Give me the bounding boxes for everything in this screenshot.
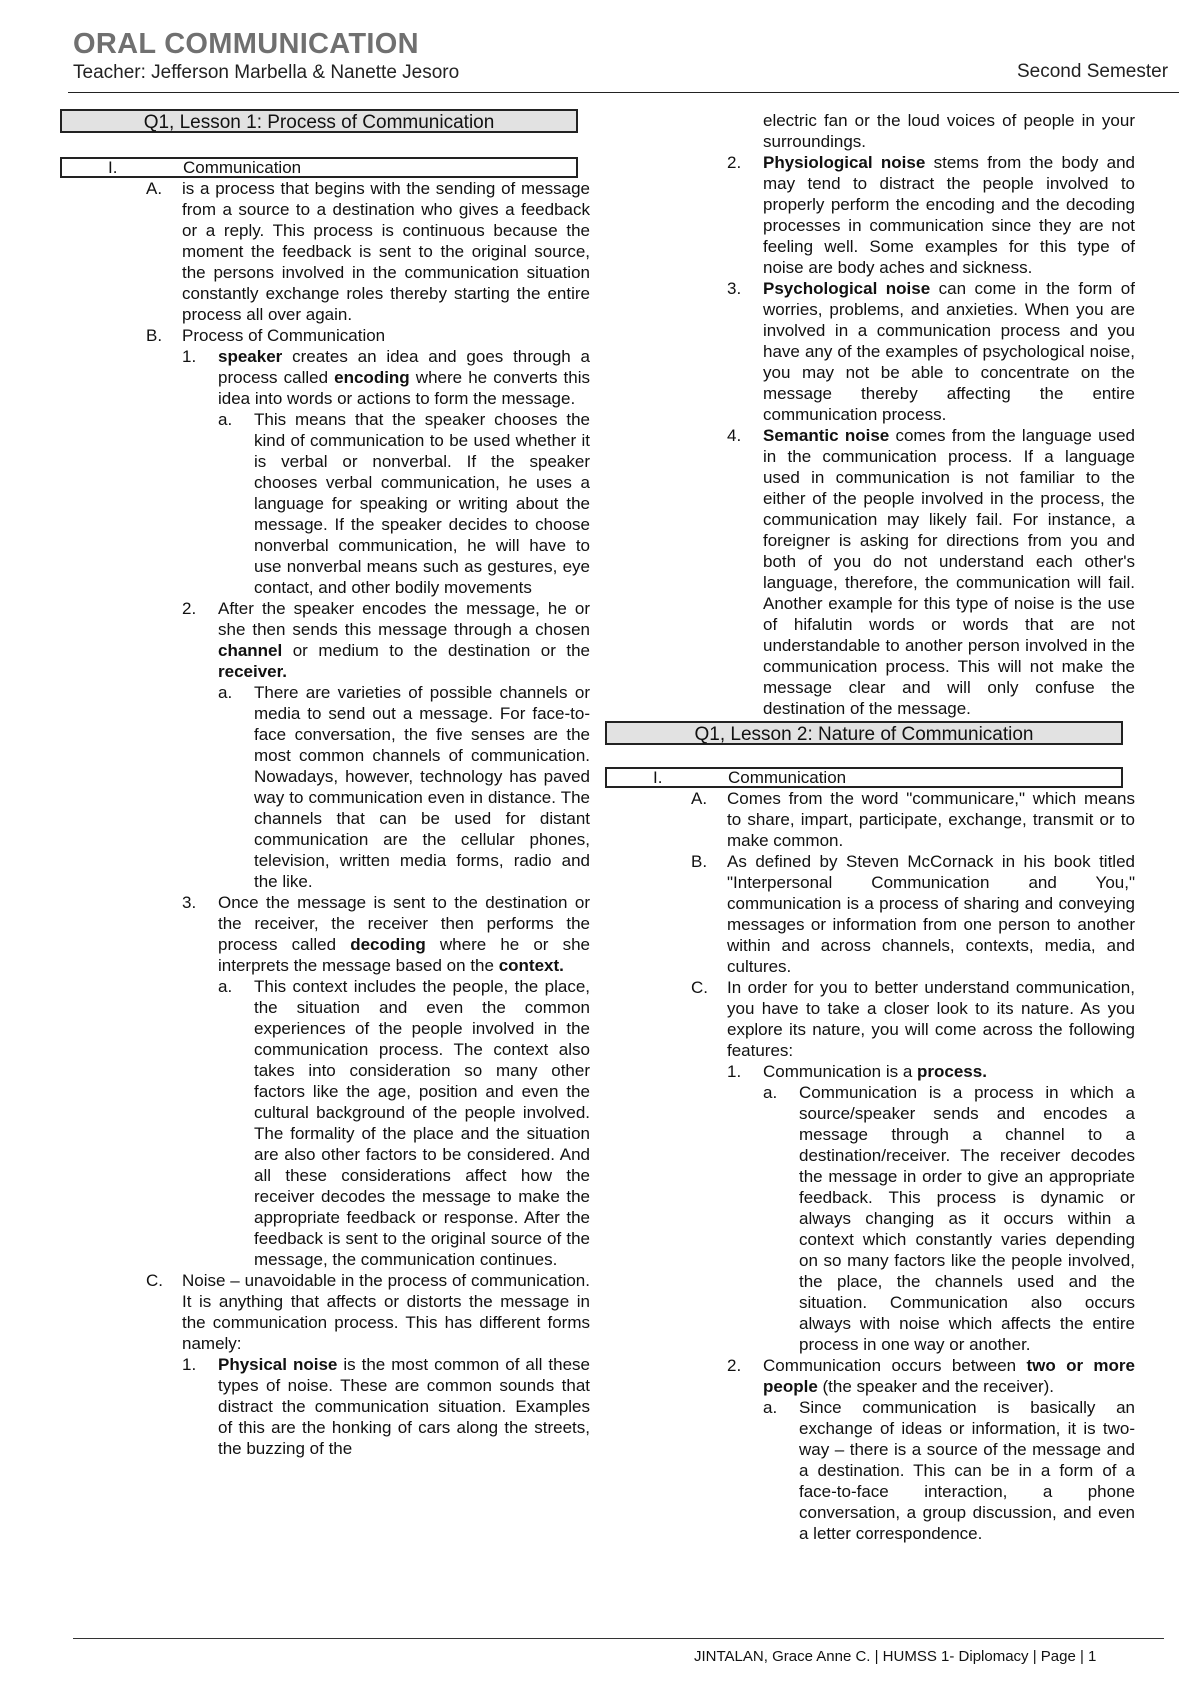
lesson2-item-C2a <box>605 1397 1135 1544</box>
lesson2-item-A <box>605 788 1135 851</box>
item-text: Psychological noise can come in the form of worries, problems, and anxieties. When you are involved in a communication process and you have any of the examples of psychological noise, you may not be able to concentrate on the message thereby affecting the entire communication process. <box>763 279 1135 424</box>
section-title: Communication <box>183 158 302 177</box>
lesson1-item-C1 <box>60 1354 590 1459</box>
lesson1-item-A <box>60 178 590 325</box>
item-text: There are varieties of possible channels or media to send out a message. For face-to-face conversation, the five senses are the most common channels of communication. Nowadays, however, technology has paved way to communication even in distance. The channels that can be used for distant communication are the cellular phones, television, written media forms, radio and the like. <box>254 683 590 891</box>
teacher-line: Teacher: Jefferson Marbella & Nanette Jesoro <box>73 62 460 83</box>
item-text: Noise – unavoidable in the process of communication. It is anything that affects or distorts the message in the communication process. This has different forms namely: <box>182 1271 590 1353</box>
item-text: Semantic noise comes from the language used in the communication process. If a language used in communication is not familiar to the either of the people involved in the process, the communication may likely fail. For instance, a foreigner is asking for directions from you and both of you do not understand each other's language, therefore, the communication will fail. Another example for this type of noise is the use of hifalutin words or words that are not understandable to another person involved in the communication process. This will not make the message clear and will only confuse the destination of the message. <box>763 426 1135 718</box>
lesson1-item-B3a <box>60 976 590 1270</box>
item-text: Since communication is basically an exchange of ideas or information, it is two-way – there is a source of the message and a destination. This can be in a form of a face-to-face interaction, a phone conversation, a group discussion, and even a letter correspondence. <box>799 1398 1135 1543</box>
item-marker: 4. <box>727 426 742 445</box>
item-text: In order for you to better understand communication, you have to take a closer look to its nature. As you explore its nature, you will come across the following features: <box>727 978 1135 1060</box>
item-marker: B. <box>691 852 708 871</box>
item-marker: 2. <box>182 599 197 618</box>
item-text: electric fan or the loud voices of people in your surroundings. <box>763 111 1135 151</box>
lesson2-section-communication <box>605 767 1123 788</box>
item-marker: a. <box>218 977 233 996</box>
lesson1-heading: Q1, Lesson 1: Process of Communication <box>60 109 578 133</box>
item-text: Physical noise is the most common of all these types of noise. These are common sounds that distract the communication situation. Examples of this are the honking of cars along the streets, the buzzing of the <box>218 1355 590 1458</box>
lesson1-item-B1 <box>60 346 590 409</box>
item-text: Physiological noise stems from the body and may tend to distract the people involved to properly perform the encoding and the decoding processes in communication since they are not feeling well. Some examples for this type of noise are body aches and sickness. <box>763 153 1135 277</box>
item-marker: a. <box>218 683 233 702</box>
item-marker: 3. <box>182 893 197 912</box>
page-footer: JINTALAN, Grace Anne C. | HUMSS 1- Diplomacy | Page | 1 <box>694 1648 1097 1665</box>
item-marker: a. <box>763 1083 778 1102</box>
lesson2-item-C1a <box>605 1082 1135 1355</box>
section-title: Communication <box>728 768 847 787</box>
lesson1-section-communication <box>60 157 578 178</box>
item-text: speaker creates an idea and goes through a process called encoding where he converts this idea into words or actions to form the message. <box>218 347 590 408</box>
document-title: ORAL COMMUNICATION <box>73 28 419 60</box>
lesson1-item-B2 <box>60 598 590 682</box>
section-number: I. <box>653 768 663 787</box>
item-marker: C. <box>146 1271 163 1290</box>
lesson2-item-C1 <box>605 1061 1135 1082</box>
lesson1-item-C4 <box>605 425 1135 719</box>
item-marker: a. <box>218 410 233 429</box>
lesson1-item-C2 <box>605 152 1135 278</box>
item-text: After the speaker encodes the message, he or she then sends this message through a chosen channel or medium to the destination or the receiver. <box>218 599 590 681</box>
item-marker: 2. <box>727 1356 742 1375</box>
item-marker: B. <box>146 326 163 345</box>
item-text: Once the message is sent to the destination or the receiver, the receiver then performs the process called decoding where he or she interprets the message based on the context. <box>218 893 590 975</box>
item-marker: 3. <box>727 279 742 298</box>
left-column <box>60 109 590 1459</box>
item-marker: 1. <box>182 347 197 366</box>
section-number: I. <box>108 158 118 177</box>
item-marker: A. <box>146 179 163 198</box>
lesson1-item-C3 <box>605 278 1135 425</box>
lesson2-item-C2 <box>605 1355 1135 1397</box>
item-text: Process of Communication <box>182 326 386 345</box>
lesson1-item-B2a <box>60 682 590 892</box>
item-text: is a process that begins with the sending of message from a source to a destination who gives a feedback or a reply. This process is continuous because the moment the feedback is sent to the original source, the persons involved in the communication situation constantly exchange roles thereby starting the entire process all over again. <box>182 179 590 324</box>
item-marker: 2. <box>727 153 742 172</box>
semester-label: Second Semester <box>1017 61 1169 82</box>
item-text: Comes from the word "communicare," which means to share, impart, participate, exchange, transmit or to make common. <box>727 789 1135 850</box>
item-marker: 1. <box>727 1062 742 1081</box>
right-column <box>605 110 1135 1544</box>
lesson1-item-C1-continued <box>605 110 1135 152</box>
item-text: Communication is a process. <box>763 1062 987 1081</box>
item-marker: a. <box>763 1398 778 1417</box>
lesson1-item-C <box>60 1270 590 1354</box>
lesson2-heading: Q1, Lesson 2: Nature of Communication <box>605 721 1123 745</box>
lesson2-item-B <box>605 851 1135 977</box>
item-text: Communication occurs between two or more people (the speaker and the receiver). <box>763 1356 1135 1396</box>
lesson1-item-B1a <box>60 409 590 598</box>
lesson1-item-B3 <box>60 892 590 976</box>
header-divider <box>68 92 1179 93</box>
item-text: As defined by Steven McCornack in his book titled "Interpersonal Communication and You," communication is a process of sharing and conveying messages or information from one person to another within and across channels, contexts, media, and cultures. <box>727 852 1135 976</box>
item-text: This context includes the people, the place, the situation and even the common experiences of the people involved in the communication process. The context also takes into consideration so many other factors like the age, position and even the cultural background of the people involved. The formality of the place and the situation are also other factors to be considered. And all these considerations affect how the receiver decodes the message to make the appropriate feedback or response. After the feedback is sent to the original source of the message, the communication continues. <box>254 977 590 1269</box>
item-marker: A. <box>691 789 708 808</box>
item-text: This means that the speaker chooses the kind of communication to be used whether it is verbal or nonverbal. If the speaker chooses verbal communication, he uses a language for speaking or writing about the message. If the speaker decides to choose nonverbal communication, he will have to use nonverbal means such as gestures, eye contact, and other bodily movements <box>254 410 590 597</box>
footer-divider <box>73 1638 1164 1639</box>
lesson2-item-C <box>605 977 1135 1061</box>
lesson1-item-B <box>60 325 590 346</box>
item-text: Communication is a process in which a source/speaker sends and encodes a message through a channel to a destination/receiver. The receiver decodes the message in order to give an appropriate feedback. This process is dynamic or always changing as it occurs within a context which constantly varies depending on so many factors like the people involved, the place, the channels used and the situation. Communication also occurs always with noise which affects the entire process in one way or another. <box>799 1083 1135 1354</box>
item-marker: 1. <box>182 1355 197 1374</box>
item-marker: C. <box>691 978 708 997</box>
